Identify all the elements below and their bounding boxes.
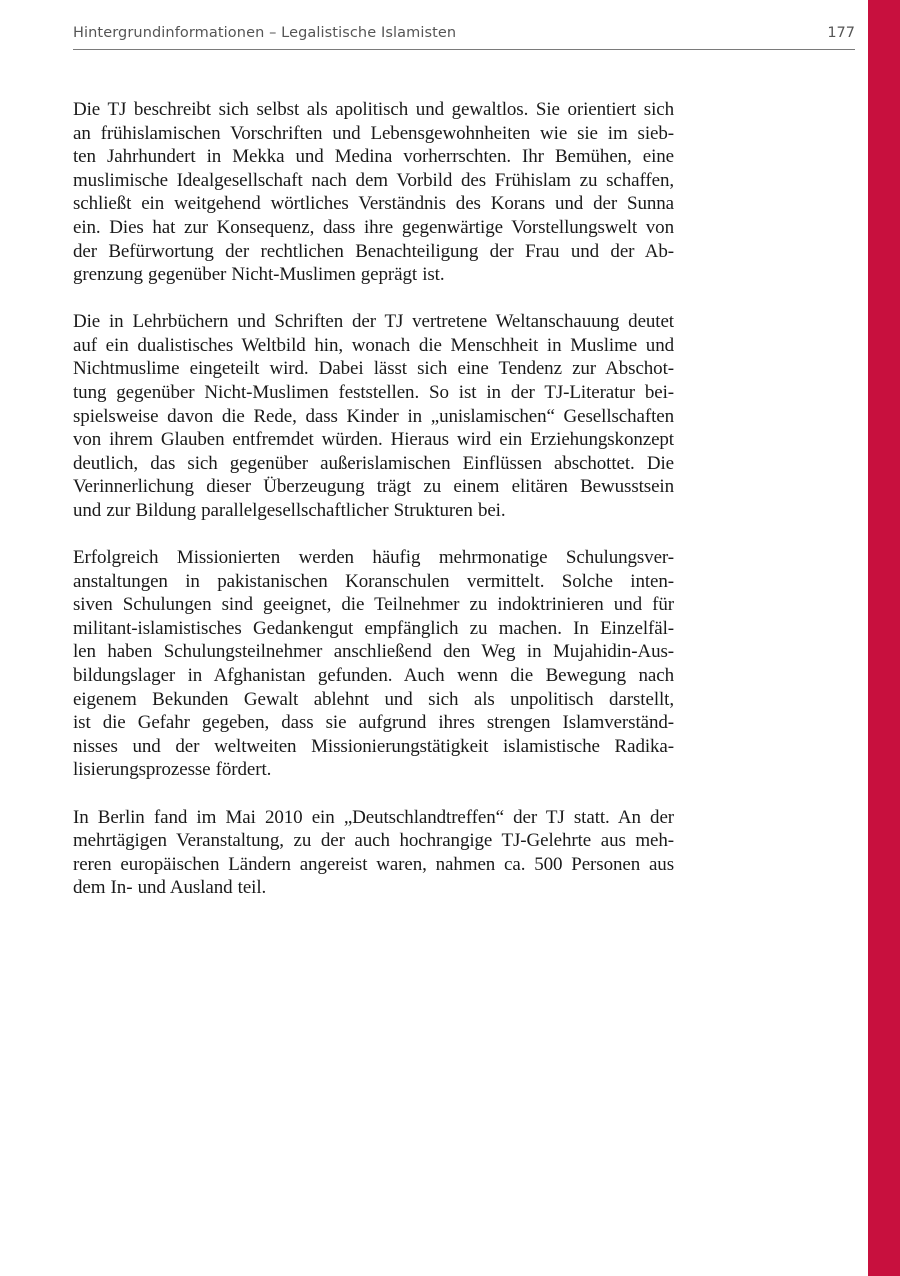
text-line: reren europäischen Ländern angereist waren, nahmen ca. 500 Personen aus [73,853,674,875]
text-line: an frühislamischen Vorschriften und Lebensgewohnheiten wie sie im sieb- [73,122,674,144]
paragraph [73,98,674,287]
text-line: len haben Schulungsteilnehmer anschließend den Weg in Mujahidin-Aus- [73,641,674,663]
text-line: militant-islamistisches Gedankengut empfänglich zu machen. In Einzelfäl- [73,617,674,639]
text-line: lisierungsprozesse fördert. [73,759,272,781]
side-color-bar [868,0,900,1276]
text-line: dem In- und Ausland teil. [73,877,267,899]
text-line: ist die Gefahr gegeben, dass sie aufgrund ihres strengen Islamverständ- [73,712,674,734]
page-header [73,22,855,50]
text-line: In Berlin fand im Mai 2010 ein „Deutschlandtreffen“ der TJ statt. An der [73,806,674,828]
text-line: ein. Dies hat zur Konsequenz, dass ihre gegenwärtige Vorstellungswelt von [73,216,674,238]
text-line: muslimische Idealgesellschaft nach dem Vorbild des Frühislam zu schaffen, [73,169,674,191]
text-line: schließt ein weitgehend wörtliches Verständnis des Korans und der Sunna [73,193,674,215]
text-line: spielsweise davon die Rede, dass Kinder in „unislamischen“ Gesellschaften [73,405,674,427]
text-line: der Befürwortung der rechtlichen Benachteiligung der Frau und der Ab- [73,240,674,262]
text-line: anstaltungen in pakistanischen Koranschulen vermittelt. Solche inten- [73,570,674,592]
paragraph [73,310,674,522]
text-line: Die in Lehrbüchern und Schriften der TJ vertretene Weltanschauung deutet [73,311,674,333]
text-line: ten Jahrhundert in Mekka und Medina vorherrschten. Ihr Bemühen, eine [73,146,674,168]
text-line: mehrtägigen Veranstaltung, zu der auch hochrangige TJ-Gelehrte aus meh- [73,830,674,852]
text-line: Verinnerlichung dieser Überzeugung trägt zu einem elitären Bewusstsein [73,476,674,498]
text-line: von ihrem Glauben entfremdet würden. Hieraus wird ein Erziehungskonzept [73,429,674,451]
text-line: deutlich, das sich gegenüber außerislamischen Einflüssen abschottet. Die [73,452,674,474]
text-line: auf ein dualistisches Weltbild hin, wonach die Menschheit in Muslime und [73,334,674,356]
text-line: Erfolgreich Missionierten werden häufig mehrmonatige Schulungsver- [73,547,674,569]
text-line: und zur Bildung parallelgesellschaftlicher Strukturen bei. [73,500,506,521]
page-number: 177 [827,25,855,41]
paragraph [73,546,674,782]
text-line: grenzung gegenüber Nicht-Muslimen geprägt ist. [73,264,445,286]
text-line: siven Schulungen sind geeignet, die Teilnehmer zu indoktrinieren und für [73,594,674,616]
text-line: Die TJ beschreibt sich selbst als apolitisch und gewaltlos. Sie orientiert sich [73,99,674,120]
text-line: nisses und der weltweiten Missionierungstätigkeit islamistische Radika- [73,735,674,757]
text-line: eigenem Bekunden Gewalt ablehnt und sich als unpolitisch darstellt, [73,688,674,710]
body-text [73,98,674,923]
paragraph [73,806,674,900]
text-line: Nichtmuslime eingeteilt wird. Dabei lässt sich eine Tendenz zur Abschot- [73,358,674,380]
running-title: Hintergrundinformationen – Legalistische Islamisten [73,25,457,41]
text-line: tung gegenüber Nicht-Muslimen feststellen. So ist in der TJ-Literatur bei- [73,382,674,404]
text-line: bildungslager in Afghanistan gefunden. Auch wenn die Bewegung nach [73,665,674,687]
